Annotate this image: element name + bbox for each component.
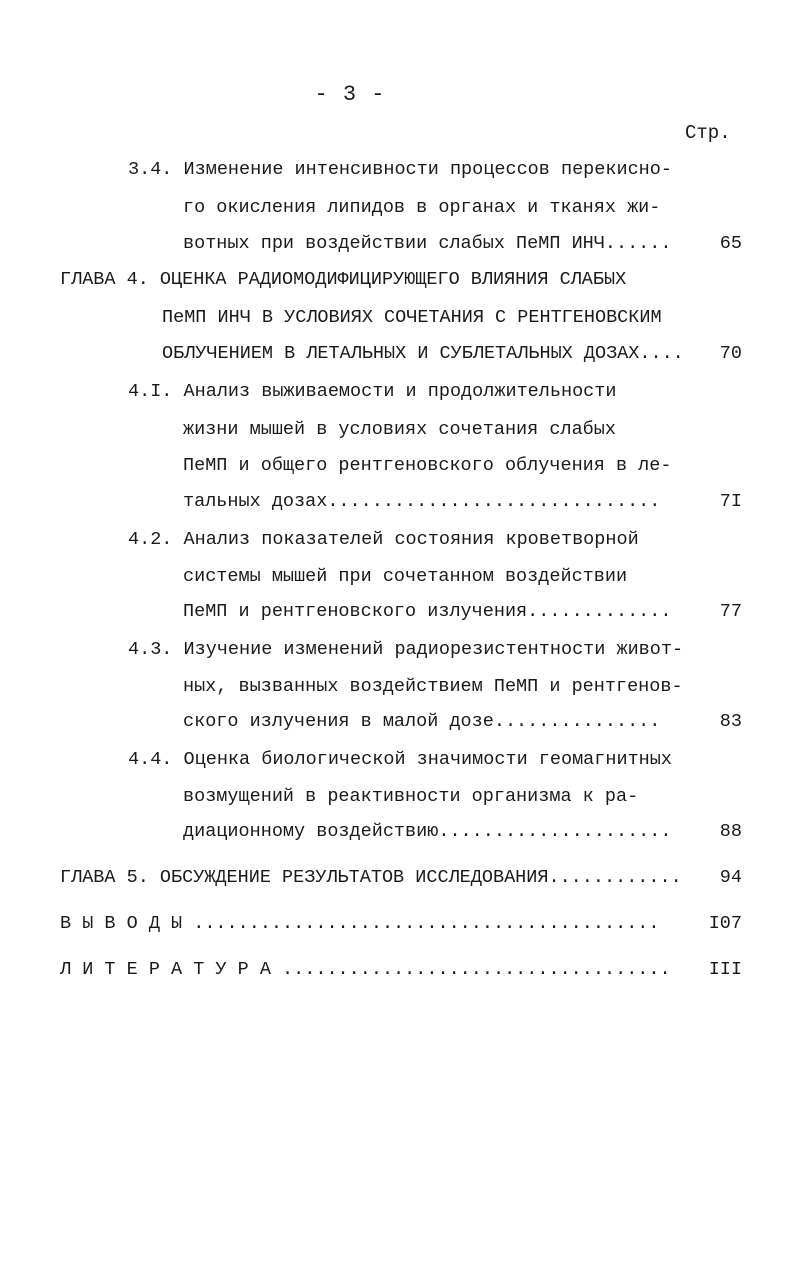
toc-page-4-4: 88: [719, 821, 742, 842]
toc-entry-3-4-line-3: вотных при воздействии слабых ПеМП ИНЧ......: [183, 233, 672, 254]
toc-entry-4-1-line-4: тальных дозах..............................: [183, 491, 661, 512]
toc-chapter-4-line-2: ПеМП ИНЧ В УСЛОВИЯХ СОЧЕТАНИЯ С РЕНТГЕНОВСКИМ: [162, 307, 662, 328]
toc-entry-4-2-line-3: ПеМП и рентгеновского излучения.............: [183, 601, 672, 622]
toc-page-literature: III: [708, 959, 742, 980]
page-column-header: Стр.: [685, 122, 731, 144]
toc-chapter-5: ГЛАВА 5. ОБСУЖДЕНИЕ РЕЗУЛЬТАТОВ ИССЛЕДОВАНИЯ............: [60, 867, 682, 888]
toc-chapter-4-line-3: ОБЛУЧЕНИЕМ В ЛЕТАЛЬНЫХ И СУБЛЕТАЛЬНЫХ ДОЗАХ....: [162, 343, 684, 364]
toc-page-chapter-4: 70: [719, 343, 742, 364]
toc-entry-3-4-line-1: 3.4. Изменение интенсивности процессов перекисно-: [128, 159, 672, 180]
toc-page-conclusions: I07: [708, 913, 742, 934]
toc-entry-4-1-line-1: 4.I. Анализ выживаемости и продолжительности: [128, 381, 617, 402]
toc-chapter-4-line-1: ГЛАВА 4. ОЦЕНКА РАДИОМОДИФИЦИРУЮЩЕГО ВЛИЯНИЯ СЛАБЫХ: [60, 269, 627, 290]
toc-entry-4-3-line-3: ского излучения в малой дозе...............: [183, 711, 661, 732]
toc-page-4-3: 83: [719, 711, 742, 732]
toc-conclusions: В Ы В О Д Ы ..........................................: [60, 913, 660, 934]
toc-entry-4-3-line-1: 4.3. Изучение изменений радиорезистентности живот-: [128, 639, 684, 660]
toc-entry-4-4-line-3: диационному воздействию.....................: [183, 821, 672, 842]
toc-entry-4-4-line-1: 4.4. Оценка биологической значимости геомагнитных: [128, 749, 672, 770]
toc-entry-4-1-line-3: ПеМП и общего рентгеновского облучения в ле-: [183, 455, 672, 476]
toc-page-4-2: 77: [719, 601, 742, 622]
toc-page-chapter-5: 94: [719, 867, 742, 888]
toc-entry-4-3-line-2: ных, вызванных воздействием ПеМП и рентгенов-: [183, 676, 683, 697]
toc-entry-4-2-line-1: 4.2. Анализ показателей состояния кроветворной: [128, 529, 639, 550]
page-number: - 3 -: [314, 82, 386, 107]
toc-literature: Л И Т Е Р А Т У Р А ...................................: [60, 959, 671, 980]
toc-entry-3-4-line-2: го окисления липидов в органах и тканях жи-: [183, 197, 661, 218]
toc-page-4-1: 7I: [719, 491, 742, 512]
toc-page-3-4: 65: [719, 233, 742, 254]
toc-entry-4-1-line-2: жизни мышей в условиях сочетания слабых: [183, 419, 616, 440]
toc-entry-4-4-line-2: возмущений в реактивности организма к ра-: [183, 786, 639, 807]
toc-entry-4-2-line-2: системы мышей при сочетанном воздействии: [183, 566, 628, 587]
